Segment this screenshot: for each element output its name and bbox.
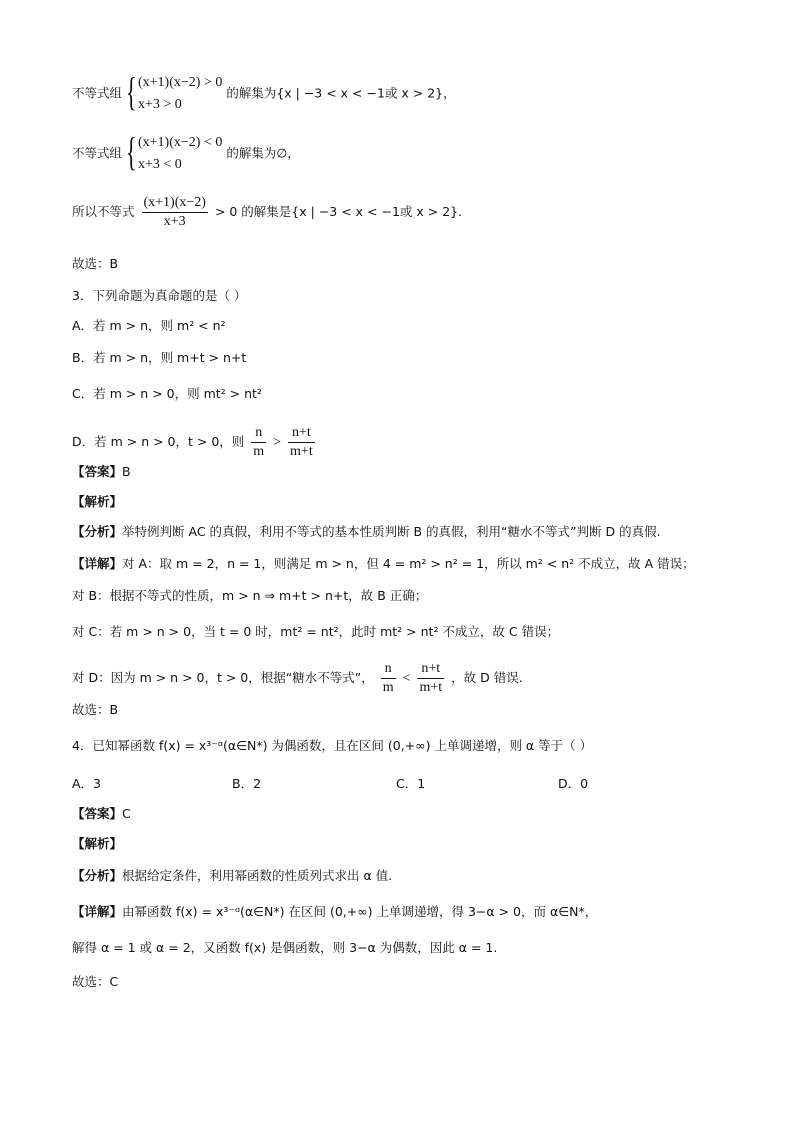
detail-line-a [72, 554, 695, 574]
analysis-heading [72, 492, 122, 512]
text: 的解集为{x | −3 < x < −1或 x > 2}， [226, 85, 456, 101]
fraction [417, 660, 444, 697]
analysis-line [72, 522, 661, 542]
analysis-tag: 【解析】 [72, 836, 123, 851]
answer-choice-line: 故选：C [72, 974, 119, 989]
question-4-stem: 4．已知幂函数 f(x) = x³⁻ᵅ(α∈N*) 为偶函数，且在区间 (0,+∞) 上单调递增，则 α 等于（ ） [72, 738, 593, 753]
numerator: n [381, 660, 396, 679]
system-row: x+3 > 0 [138, 97, 182, 112]
fraction [288, 424, 315, 461]
detail-tag: 【详解】 [72, 556, 123, 571]
text: 对 D：因为 m > n > 0，t > 0，根据“糖水不等式”， [72, 670, 374, 685]
numerator: n+t [288, 424, 315, 443]
numerator: n+t [417, 660, 444, 679]
option-c: C．若 m > n > 0，则 mt² > nt² [72, 386, 262, 401]
brace-icon: { [126, 69, 137, 114]
detail-line-b: 对 B：根据不等式的性质，m > n ⇒ m+t > n+t，故 B 正确； [72, 588, 428, 603]
option-d [72, 424, 318, 461]
answer-line [72, 462, 131, 482]
question-3-stem: 3．下列命题为真命题的是（ ） [72, 288, 247, 303]
solution-line-3 [72, 194, 462, 231]
answer-value: C [122, 806, 131, 821]
solution-line-1 [72, 69, 456, 116]
option-c: C．1 [396, 776, 426, 791]
text: 由幂函数 f(x) = x³⁻ᵅ(α∈N*) 在区间 (0,+∞) 上单调递增，得 3−α > 0，而 α∈N*， [122, 904, 598, 919]
denominator: m+t [290, 444, 313, 459]
inequality-system-1 [126, 69, 223, 116]
system-row: (x+1)(x−2) > 0 [138, 75, 223, 90]
numerator: n [251, 424, 266, 443]
detail-line-a [72, 902, 597, 922]
answer-choice-line: 故选：B [72, 256, 119, 271]
fraction [251, 424, 266, 461]
analysis-line [72, 866, 392, 886]
text: 所以不等式 [72, 204, 135, 219]
operator: < [402, 671, 411, 686]
text: 对 A：取 m = 2，n = 1，则满足 m > n，但 4 = m² > n² = 1，所以 m² < n² 不成立，故 A 错误； [122, 556, 695, 571]
solution-line-2 [72, 129, 300, 176]
answer-value: B [122, 464, 131, 479]
denominator: m+t [419, 680, 443, 695]
inequality-system-2 [126, 129, 223, 176]
answer-tag: 【答案】 [72, 464, 123, 479]
answer-choice-line: 故选：B [72, 702, 119, 717]
option-b: B．若 m > n，则 m+t > n+t [72, 350, 247, 365]
operator: > [273, 435, 282, 450]
system-row: x+3 < 0 [138, 157, 182, 172]
option-a: A．若 m > n，则 m² < n² [72, 318, 226, 333]
text: D．若 m > n > 0，t > 0，则 [72, 434, 245, 449]
analysis-tag: 【解析】 [72, 494, 123, 509]
analysis-sub-tag: 【分析】 [72, 868, 123, 883]
detail-tag: 【详解】 [72, 904, 123, 919]
text: 不等式组 [72, 145, 123, 161]
text: 根据给定条件，利用幂函数的性质列式求出 α 值. [122, 868, 393, 883]
brace-icon: { [126, 129, 137, 174]
detail-line-c: 对 C：若 m > n > 0，当 t = 0 时，mt² = nt²，此时 mt² > nt² 不成立，故 C 错误； [72, 624, 560, 639]
denominator: m [253, 444, 265, 459]
denominator: x+3 [163, 214, 186, 229]
text: 举特例判断 AC 的真假，利用不等式的基本性质判断 B 的真假，利用“糖水不等式”判断 D 的真假. [122, 524, 661, 539]
system-row: (x+1)(x−2) < 0 [138, 135, 223, 150]
detail-line-b: 解得 α = 1 或 α = 2，又函数 f(x) 是偶函数，则 3−α 为偶数，因此 α = 1. [72, 940, 498, 955]
answer-tag: 【答案】 [72, 806, 123, 821]
option-b: B．2 [232, 776, 262, 791]
option-d: D．0 [558, 776, 589, 791]
fraction [142, 194, 208, 231]
analysis-sub-tag: 【分析】 [72, 524, 123, 539]
text: 不等式组 [72, 85, 123, 101]
answer-line [72, 804, 131, 824]
text: ，故 D 错误. [451, 670, 523, 685]
fraction [381, 660, 396, 697]
numerator: (x+1)(x−2) [142, 194, 208, 213]
option-a: A．3 [72, 776, 102, 791]
text: > 0 的解集是{x | −3 < x < −1或 x > 2}. [214, 204, 463, 219]
denominator: m [382, 680, 394, 695]
text: 的解集为∅， [226, 145, 300, 161]
analysis-heading [72, 834, 122, 854]
detail-line-d [72, 660, 523, 697]
